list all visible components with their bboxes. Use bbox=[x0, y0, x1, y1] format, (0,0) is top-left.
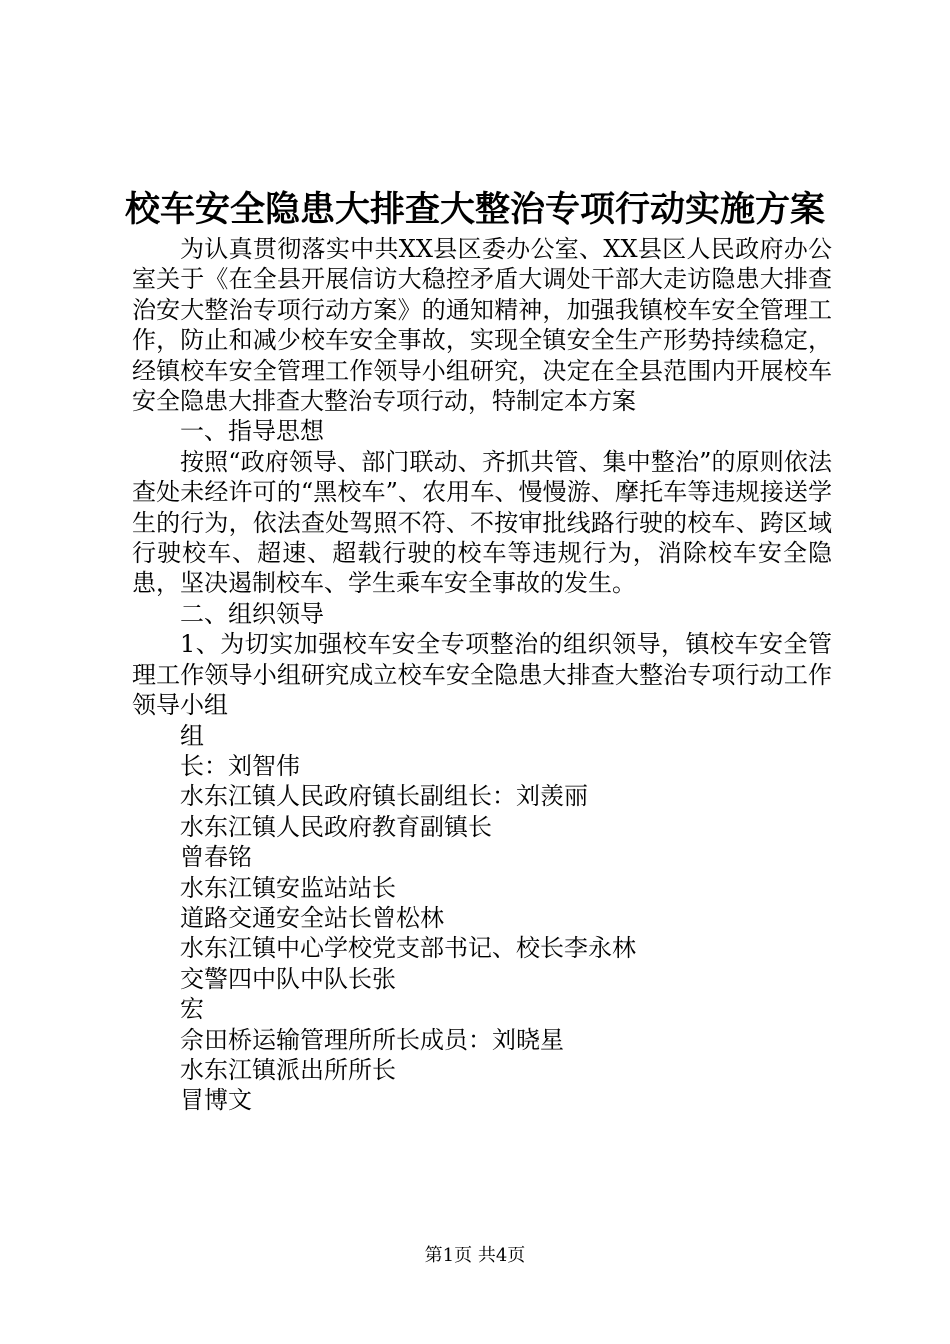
member-line: 组 bbox=[180, 721, 204, 750]
document-body bbox=[132, 234, 832, 1116]
member-line: 道路交通安全站长曾松林 bbox=[180, 903, 444, 932]
page-number-footer: 第1页 共4页 bbox=[424, 1245, 526, 1266]
member-line: 曾春铭 bbox=[180, 843, 252, 872]
member-line: 佘田桥运输管理所所长成员：刘晓星 bbox=[180, 1025, 564, 1054]
member-line: 水东江镇人民政府教育副镇长 bbox=[180, 812, 492, 841]
member-line: 水东江镇安监站站长 bbox=[180, 873, 396, 902]
document-title: 校车安全隐患大排查大整治专项行动实施方案 bbox=[124, 189, 825, 230]
guiding-thought-paragraph: 按照“政府领导、部门联动、齐抓共管、集中整治”的原则依法查处未经许可的“黑校车”、农用车、慢慢游、摩托车等违规接送学生的行为，依法查处驾照不符、不按审批线路行驶的校车、跨区域行驶校车、超速、超载行驶的校车等违规行为，消除校车安全隐患，坚决遏制校车、学生乘车安全事故的发生。 bbox=[132, 447, 832, 598]
member-line: 冒博文 bbox=[180, 1086, 252, 1115]
member-line: 水东江镇中心学校党支部书记、校长李永林 bbox=[180, 934, 636, 963]
section-heading-organization: 二、组织领导 bbox=[180, 599, 324, 628]
section-heading-guiding-thought: 一、指导思想 bbox=[180, 417, 324, 446]
member-line: 水东江镇人民政府镇长副组长：刘羡丽 bbox=[180, 782, 588, 811]
member-line: 长：刘智伟 bbox=[180, 751, 300, 780]
member-line: 水东江镇派出所所长 bbox=[180, 1055, 396, 1084]
member-line: 宏 bbox=[180, 995, 204, 1024]
member-list bbox=[132, 721, 832, 1116]
member-line: 交警四中队中队长张 bbox=[180, 964, 396, 993]
intro-paragraph: 为认真贯彻落实中共XX县区委办公室、XX县区人民政府办公室关于《在全县开展信访大稳控矛盾大调处干部大走访隐患大排查治安大整治专项行动方案》的通知精神，加强我镇校车安全管理工作，防止和减少校车安全事故，实现全镇安全生产形势持续稳定，经镇校车安全管理工作领导小组研究，决定在全县范围内开展校车安全隐患大排查大整治专项行动，特制定本方案 bbox=[132, 235, 832, 416]
organization-paragraph: 1、为切实加强校车安全专项整治的组织领导，镇校车安全管理工作领导小组研究成立校车安全隐患大排查大整治专项行动工作领导小组 bbox=[132, 630, 832, 720]
